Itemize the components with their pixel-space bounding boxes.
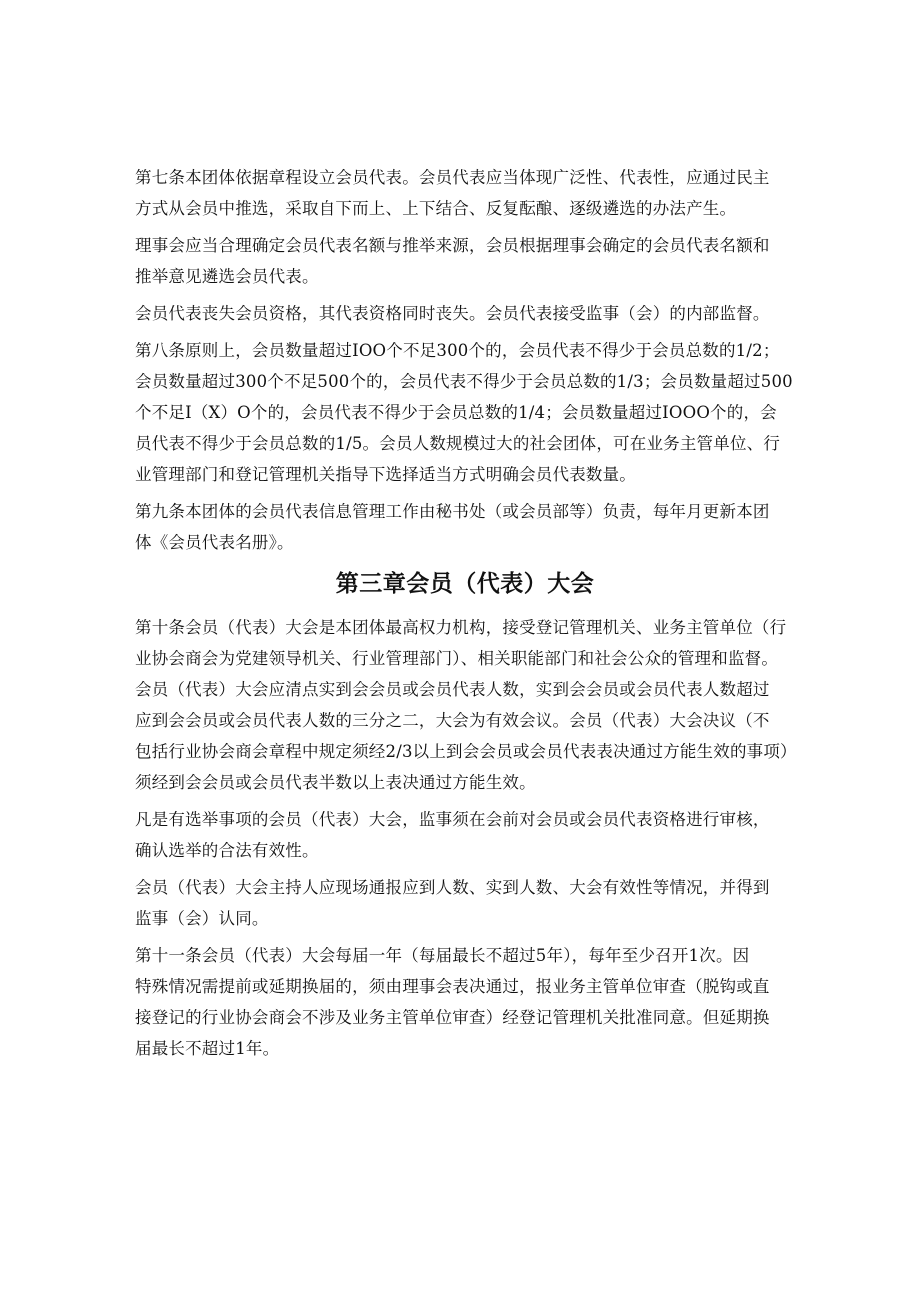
election-review-paragraph xyxy=(135,804,795,866)
text-line: 员代表不得少于会员总数的1/5。会员人数规模过大的社会团体，可在业务主管单位、行 xyxy=(135,434,781,453)
text-line: 推举意见遴选会员代表。 xyxy=(135,267,319,286)
text-line: 特殊情况需提前或延期换届的，须由理事会表决通过，报业务主管单位审查（脱钩或直 xyxy=(135,977,770,996)
text-line: 包括行业协会商会章程中规定须经2/3以上到会会员或会员代表表决通过方能生效的事项） xyxy=(135,742,797,761)
text-line: 第八条原则上，会员数量超过IOO个不足300个的，会员代表不得少于会员总数的1/2； xyxy=(135,341,780,360)
text-line: 第九条本团体的会员代表信息管理工作由秘书处（或会员部等）负责，每年月更新本团 xyxy=(135,502,770,521)
text-line: 会员（代表）大会应清点实到会会员或会员代表人数，实到会会员或会员代表人数超过 xyxy=(135,680,770,699)
text-line: 业管理部门和登记管理机关指导下选择适当方式明确会员代表数量。 xyxy=(135,465,636,484)
text-line: 确认选举的合法有效性。 xyxy=(135,841,319,860)
text-line: 凡是有选举事项的会员（代表）大会，监事须在会前对会员或会员代表资格进行审核， xyxy=(135,810,770,829)
article-10-paragraph xyxy=(135,612,795,798)
text-line: 第十条会员（代表）大会是本团体最高权力机构，接受登记管理机关、业务主管单位（行 xyxy=(135,618,787,637)
text-line: 会员（代表）大会主持人应现场通报应到人数、实到人数、大会有效性等情况，并得到 xyxy=(135,878,770,897)
article-8-paragraph xyxy=(135,335,795,490)
text-line: 会员代表丧失会员资格，其代表资格同时丧失。会员代表接受监事（会）的内部监督。 xyxy=(135,304,770,323)
text-line: 应到会会员或会员代表人数的三分之二，大会为有效会议。会员（代表）大会决议（不 xyxy=(135,711,770,730)
representative-loss-paragraph xyxy=(135,298,795,329)
article-9-paragraph xyxy=(135,496,795,558)
article-7-paragraph xyxy=(135,162,795,224)
text-line: 届最长不超过1年。 xyxy=(135,1039,280,1058)
text-line: 业协会商会为党建领导机关、行业管理部门）、相关职能部门和社会公众的管理和监督。 xyxy=(135,649,779,668)
text-line: 个不足I（X）O个的，会员代表不得少于会员总数的1/4；会员数量超过IOOO个的，会 xyxy=(135,403,777,422)
text-line: 第七条本团体依据章程设立会员代表。会员代表应当体现广泛性、代表性，应通过民主 xyxy=(135,168,770,187)
text-line: 须经到会会员或会员代表半数以上表决通过方能生效。 xyxy=(135,773,536,792)
text-line: 方式从会员中推选，采取自下而上、上下结合、反复酝酿、逐级遴选的办法产生。 xyxy=(135,199,737,218)
text-line: 体《会员代表名册》。 xyxy=(135,533,294,552)
text-line: 会员数量超过300个不足500个的，会员代表不得少于会员总数的1/3；会员数量超过500 xyxy=(135,372,793,391)
host-report-paragraph xyxy=(135,872,795,934)
text-line: 监事（会）认同。 xyxy=(135,909,269,928)
chapter-heading: 第三章会员（代表）大会 xyxy=(335,570,595,597)
text-line: 理事会应当合理确定会员代表名额与推举来源，会员根据理事会确定的会员代表名额和 xyxy=(135,236,770,255)
article-11-paragraph xyxy=(135,940,795,1064)
text-line: 第十一条会员（代表）大会每届一年（每届最长不超过5年），每年至少召开1次。因 xyxy=(135,946,750,965)
council-quota-paragraph xyxy=(135,230,795,292)
document-body xyxy=(135,162,795,1070)
text-line: 接登记的行业协会商会不涉及业务主管单位审查）经登记管理机关批准同意。但延期换 xyxy=(135,1008,770,1027)
